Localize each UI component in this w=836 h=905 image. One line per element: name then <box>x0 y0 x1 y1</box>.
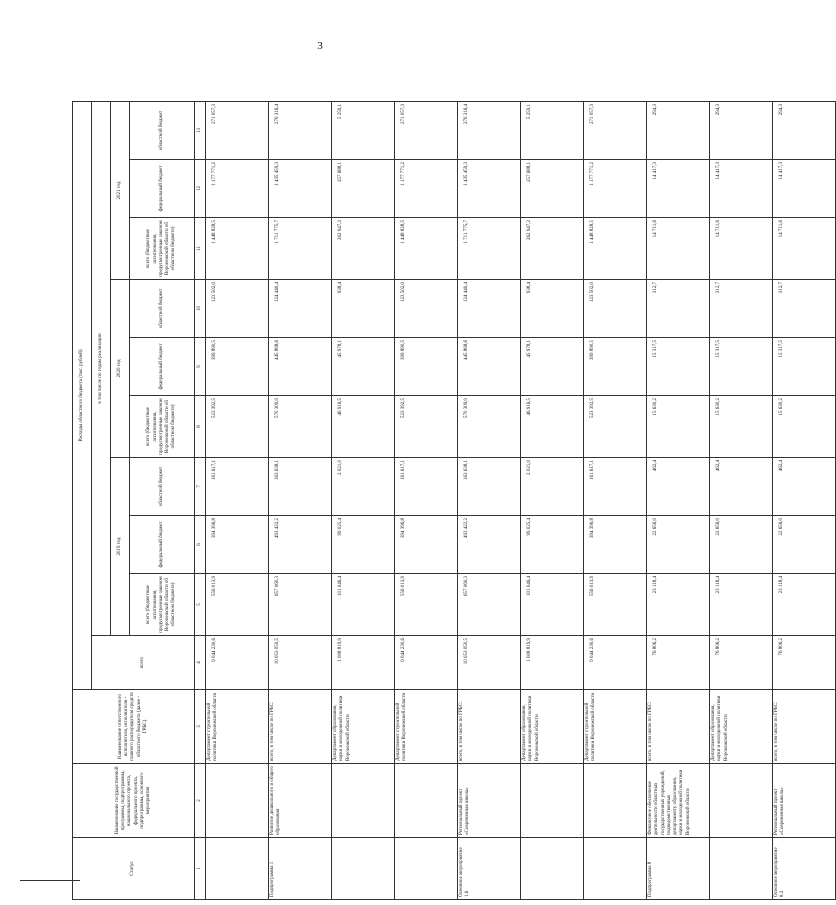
col-number: 1 <box>195 838 206 900</box>
cell-2020-regional: 123 502,0 <box>395 280 458 338</box>
cell-2021-federal: 257 688,1 <box>332 160 395 218</box>
cell-name <box>710 764 773 838</box>
cell-status <box>710 838 773 900</box>
cell-2021-regional: 271 057,3 <box>206 102 269 160</box>
cell-2020-federal: 45 978,1 <box>332 338 395 396</box>
cell-status <box>332 838 395 900</box>
cell-executor: Департамент строительной политики Воронежской области <box>584 690 647 764</box>
cell-total: 76 806,2 <box>773 636 836 690</box>
cell-2020-regional: 124 440,4 <box>269 280 332 338</box>
table-body <box>206 30 836 900</box>
cell-total: 9 044 230,6 <box>584 636 647 690</box>
cell-2020-federal: 15 317,5 <box>773 338 836 396</box>
header-by-years: в том числе по годам реализации <box>92 102 111 636</box>
col-number: 13 <box>195 102 206 160</box>
cell-2021-total: 262 947,2 <box>332 218 395 280</box>
cell-2019-federal: 493 422,2 <box>269 516 332 574</box>
cell-2019-regional: 2 021,0 <box>332 458 395 516</box>
cell-2019-regional: 163 638,1 <box>458 458 521 516</box>
header-executor: Наименование ответственного исполнителя, исполнителя - главного распорядителя средств областного бюджета (далее - ГРБС) <box>73 690 195 764</box>
cell-2019-regional: 462,4 <box>773 458 836 516</box>
cell-2021-regional: 294,3 <box>773 102 836 160</box>
cell-2019-federal: 22 656,0 <box>773 516 836 574</box>
cell-executor: Департамент образования, науки и молодежной политики Воронежской области <box>521 690 584 764</box>
cell-2020-total: 570 309,0 <box>458 396 521 458</box>
table-row <box>584 30 647 900</box>
cell-2020-total: 15 630,2 <box>773 396 836 458</box>
expenses-table <box>72 30 836 901</box>
header-name: Наименование государственной программы, подпрограммы, национального проекта, федерального проекта, подпрограммы, основного мероприятия <box>73 764 195 838</box>
cell-executor: всего, в том числе по ГРБС: <box>647 690 710 764</box>
cell-2021-regional: 5 259,1 <box>521 102 584 160</box>
cell-executor: всего, в том числе по ГРБС: <box>269 690 332 764</box>
cell-total: 9 044 230,6 <box>206 636 269 690</box>
cell-status: Подпрограмма 1 <box>269 838 332 900</box>
cell-2021-federal: 1 177 771,2 <box>584 160 647 218</box>
col-number: 2 <box>195 764 206 838</box>
cell-name <box>395 764 458 838</box>
cell-2019-federal: 22 656,0 <box>710 516 773 574</box>
cell-2020-federal: 399 890,5 <box>584 338 647 396</box>
cell-2019-federal: 394 396,8 <box>395 516 458 574</box>
cell-2021-federal: 1 177 771,2 <box>395 160 458 218</box>
header-2020-federal: федеральный бюджет <box>130 338 195 396</box>
cell-2019-total: 101 046,4 <box>332 574 395 636</box>
col-number: 5 <box>195 574 206 636</box>
cell-2019-total: 23 118,4 <box>710 574 773 636</box>
col-number: 10 <box>195 280 206 338</box>
cell-2021-federal: 1 435 459,3 <box>269 160 332 218</box>
cell-executor: всего, в том числе по ГРБС: <box>773 690 836 764</box>
cell-status <box>584 838 647 900</box>
cell-2021-regional: 271 057,3 <box>584 102 647 160</box>
col-number: 8 <box>195 396 206 458</box>
cell-2020-regional: 124 440,4 <box>458 280 521 338</box>
header-total: всего <box>92 636 195 690</box>
cell-2019-regional: 161 617,1 <box>584 458 647 516</box>
table-row <box>206 30 269 900</box>
cell-2019-federal: 394 396,8 <box>206 516 269 574</box>
cell-total: 76 806,2 <box>647 636 710 690</box>
cell-2020-regional: 312,7 <box>710 280 773 338</box>
cell-status <box>206 838 269 900</box>
cell-status: Подпрограмма 8 <box>647 838 710 900</box>
cell-2021-total: 1 448 828,5 <box>584 218 647 280</box>
cell-2021-federal: 14 417,3 <box>647 160 710 218</box>
cell-total: 1 008 819,9 <box>521 636 584 690</box>
cell-total: 1 008 819,9 <box>332 636 395 690</box>
cell-2019-regional: 161 617,1 <box>395 458 458 516</box>
cell-2020-regional: 123 502,0 <box>206 280 269 338</box>
cell-2020-federal: 445 868,6 <box>269 338 332 396</box>
cell-name <box>332 764 395 838</box>
cell-2021-total: 1 711 775,7 <box>269 218 332 280</box>
cell-2021-regional: 5 259,1 <box>332 102 395 160</box>
table-row <box>773 30 836 900</box>
cell-2021-federal: 1 435 459,3 <box>458 160 521 218</box>
cell-2019-total: 657 060,3 <box>458 574 521 636</box>
cell-2021-federal: 257 688,1 <box>521 160 584 218</box>
cell-2020-federal: 15 317,5 <box>647 338 710 396</box>
cell-total: 10 053 050,5 <box>269 636 332 690</box>
cell-2019-federal: 99 025,4 <box>521 516 584 574</box>
cell-name <box>521 764 584 838</box>
cell-executor: Департамент строительной политики Воронежской области <box>206 690 269 764</box>
table-row <box>332 30 395 900</box>
cell-2020-total: 523 392,5 <box>395 396 458 458</box>
cell-2019-total: 23 118,4 <box>647 574 710 636</box>
cell-total: 10 053 050,5 <box>458 636 521 690</box>
col-number: 11 <box>195 218 206 280</box>
table-row <box>521 30 584 900</box>
cell-2019-regional: 2 021,0 <box>521 458 584 516</box>
cell-2020-total: 15 630,2 <box>647 396 710 458</box>
cell-name: Финансовое обеспечение деятельности областных государственных учреждений, подведомственных департаменту образования, науки и молодежной политики Воронежской области <box>647 764 710 838</box>
header-2020-total: всего (бюджетные ассигнования, предусмотренные законом Воронежской области об областном бюджете) <box>130 396 195 458</box>
cell-2021-regional: 271 057,3 <box>395 102 458 160</box>
header-2019-regional: областной бюджет <box>130 458 195 516</box>
cell-2020-federal: 45 978,1 <box>521 338 584 396</box>
cell-2020-total: 15 630,2 <box>710 396 773 458</box>
cell-2019-federal: 99 025,4 <box>332 516 395 574</box>
page-number: 3 <box>317 40 323 52</box>
cell-2021-regional: 294,3 <box>647 102 710 160</box>
table-row <box>395 30 458 900</box>
table-row <box>458 30 521 900</box>
table-row <box>269 30 332 900</box>
cell-2019-regional: 163 638,1 <box>269 458 332 516</box>
cell-2020-federal: 399 890,5 <box>395 338 458 396</box>
cell-2020-total: 523 392,5 <box>206 396 269 458</box>
spacer <box>73 30 206 102</box>
cell-name <box>584 764 647 838</box>
cell-status <box>395 838 458 900</box>
cell-2020-total: 46 916,5 <box>332 396 395 458</box>
col-number: 6 <box>195 516 206 574</box>
header-2021-federal: федеральный бюджет <box>130 160 195 218</box>
table-row <box>647 30 710 900</box>
col-number: 12 <box>195 160 206 218</box>
cell-2020-federal: 399 890,5 <box>206 338 269 396</box>
footnote-divider <box>20 880 80 881</box>
cell-executor: Департамент строительной политики Воронежской области <box>395 690 458 764</box>
cell-2020-federal: 445 868,6 <box>458 338 521 396</box>
cell-2021-federal: 14 417,3 <box>773 160 836 218</box>
header-status: Статус <box>73 838 195 900</box>
col-number: 3 <box>195 690 206 764</box>
cell-2020-total: 46 916,5 <box>521 396 584 458</box>
header-2021-total: всего (бюджетные ассигнования, предусмотренные законом Воронежской области об областном бюджете) <box>130 218 195 280</box>
cell-2021-total: 14 711,6 <box>773 218 836 280</box>
cell-2020-regional: 312,7 <box>647 280 710 338</box>
cell-2021-regional: 276 316,4 <box>269 102 332 160</box>
header-expenses: Расходы областного бюджета (тыс. рублей) <box>73 102 92 690</box>
cell-2019-total: 23 118,4 <box>773 574 836 636</box>
cell-2020-regional: 938,4 <box>332 280 395 338</box>
cell-2020-regional: 123 502,0 <box>584 280 647 338</box>
cell-2021-federal: 1 177 771,2 <box>206 160 269 218</box>
header-2019-federal: федеральный бюджет <box>130 516 195 574</box>
cell-2021-total: 1 711 775,7 <box>458 218 521 280</box>
table-row <box>710 30 773 900</box>
col-number: 9 <box>195 338 206 396</box>
cell-2019-total: 556 013,9 <box>395 574 458 636</box>
cell-2020-federal: 15 317,5 <box>710 338 773 396</box>
cell-status: Основное мероприятие 8.2 <box>773 838 836 900</box>
cell-2019-federal: 394 396,8 <box>584 516 647 574</box>
cell-name <box>206 764 269 838</box>
cell-2019-federal: 22 656,0 <box>647 516 710 574</box>
cell-2020-regional: 312,7 <box>773 280 836 338</box>
cell-status <box>521 838 584 900</box>
header-2021: 2021 год <box>111 102 130 280</box>
header-2020: 2020 год <box>111 280 130 458</box>
cell-2020-total: 523 392,5 <box>584 396 647 458</box>
cell-executor: Департамент образования, науки и молодежной политики Воронежской области <box>332 690 395 764</box>
cell-2020-regional: 938,4 <box>521 280 584 338</box>
cell-2019-total: 556 013,9 <box>584 574 647 636</box>
cell-2019-federal: 493 422,2 <box>458 516 521 574</box>
cell-executor: всего, в том числе по ГРБС: <box>458 690 521 764</box>
col-number: 4 <box>195 636 206 690</box>
cell-2019-total: 101 046,4 <box>521 574 584 636</box>
cell-executor: Департамент образования, науки и молодежной политики Воронежской области <box>710 690 773 764</box>
cell-2021-regional: 294,3 <box>710 102 773 160</box>
cell-2021-total: 14 711,6 <box>647 218 710 280</box>
cell-2021-regional: 276 316,4 <box>458 102 521 160</box>
header-2020-regional: областной бюджет <box>130 280 195 338</box>
cell-2021-total: 14 711,6 <box>710 218 773 280</box>
cell-status: Основное мероприятие 1.6 <box>458 838 521 900</box>
cell-2021-total: 1 448 828,5 <box>395 218 458 280</box>
cell-name: Региональный проект «Современная школа» <box>773 764 836 838</box>
cell-total: 76 806,2 <box>710 636 773 690</box>
cell-2021-federal: 14 417,3 <box>710 160 773 218</box>
header-2019: 2019 год <box>111 458 130 636</box>
cell-2021-total: 262 947,2 <box>521 218 584 280</box>
cell-2019-total: 556 013,9 <box>206 574 269 636</box>
cell-name: Развитие дошкольного и общего образования <box>269 764 332 838</box>
cell-2019-regional: 462,4 <box>647 458 710 516</box>
rotated-table-container <box>72 30 786 900</box>
cell-name: Региональный проект «Современная школа» <box>458 764 521 838</box>
cell-2019-regional: 161 617,1 <box>206 458 269 516</box>
cell-2021-total: 1 448 828,5 <box>206 218 269 280</box>
cell-2019-total: 657 060,3 <box>269 574 332 636</box>
header-2021-regional: областной бюджет <box>130 102 195 160</box>
cell-total: 9 044 230,6 <box>395 636 458 690</box>
cell-2019-regional: 462,4 <box>710 458 773 516</box>
cell-2020-total: 570 309,0 <box>269 396 332 458</box>
header-2019-total: всего (бюджетные ассигнования, предусмотренные законом Воронежской области об областном бюджете) <box>130 574 195 636</box>
col-number: 7 <box>195 458 206 516</box>
